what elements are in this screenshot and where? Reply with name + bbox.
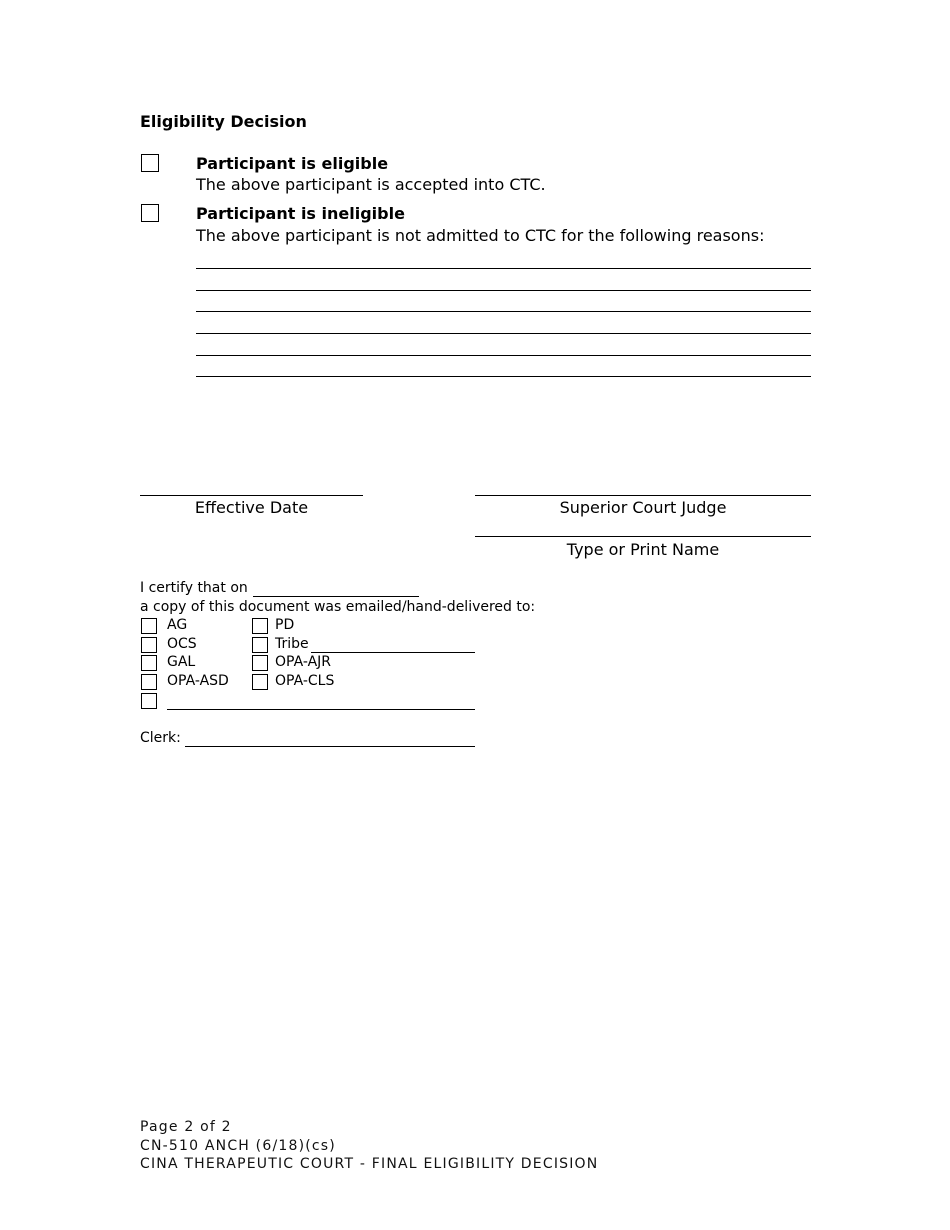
ineligible-description: The above participant is not admitted to CTC for the following reasons: (196, 226, 765, 245)
effective-date-line[interactable] (140, 495, 363, 496)
clerk-label: Clerk: (140, 730, 181, 746)
recipient-opa-ajr-checkbox[interactable] (252, 655, 268, 671)
reason-line[interactable] (196, 355, 811, 356)
certify-prefix: I certify that on (140, 580, 248, 596)
recipient-tribe-checkbox[interactable] (252, 637, 268, 653)
recipient-other-checkbox[interactable] (141, 693, 157, 709)
ineligible-title: Participant is ineligible (196, 204, 405, 223)
print-name-label: Type or Print Name (566, 540, 720, 559)
recipient-opa-asd-label: OPA-ASD (167, 673, 229, 689)
certify-date-line[interactable] (253, 596, 419, 597)
recipient-ocs-label: OCS (167, 636, 197, 652)
reason-line[interactable] (196, 333, 811, 334)
reason-line[interactable] (196, 290, 811, 291)
eligible-checkbox[interactable] (141, 154, 159, 172)
section-title: Eligibility Decision (140, 112, 307, 131)
recipient-ocs-checkbox[interactable] (141, 637, 157, 653)
recipient-tribe-label: Tribe (275, 636, 309, 652)
recipient-pd-label: PD (275, 617, 295, 633)
judge-signature-line[interactable] (475, 495, 811, 496)
tribe-name-line[interactable] (311, 652, 475, 653)
recipient-gal-checkbox[interactable] (141, 655, 157, 671)
recipient-ag-label: AG (167, 617, 188, 633)
recipient-opa-cls-label: OPA-CLS (275, 673, 335, 689)
footer-form-title: CINA THERAPEUTIC COURT - FINAL ELIGIBILITY DECISION (140, 1156, 599, 1172)
certify-line2: a copy of this document was emailed/hand-delivered to: (140, 599, 536, 615)
recipient-pd-checkbox[interactable] (252, 618, 268, 634)
recipient-opa-cls-checkbox[interactable] (252, 674, 268, 690)
clerk-signature-line[interactable] (185, 746, 475, 747)
print-name-line[interactable] (475, 536, 811, 537)
footer-form-id: CN-510 ANCH (6/18)(cs) (140, 1138, 336, 1154)
recipient-other-line[interactable] (167, 709, 475, 710)
effective-date-label: Effective Date (194, 498, 309, 517)
footer-page-number: Page 2 of 2 (140, 1119, 232, 1135)
eligible-description: The above participant is accepted into CTC. (196, 175, 546, 194)
ineligible-checkbox[interactable] (141, 204, 159, 222)
reason-line[interactable] (196, 311, 811, 312)
recipient-gal-label: GAL (167, 654, 196, 670)
reason-line[interactable] (196, 268, 811, 269)
recipient-ag-checkbox[interactable] (141, 618, 157, 634)
eligible-title: Participant is eligible (196, 154, 389, 173)
reason-line[interactable] (196, 376, 811, 377)
recipient-opa-ajr-label: OPA-AJR (275, 654, 332, 670)
judge-label: Superior Court Judge (559, 498, 727, 517)
recipient-opa-asd-checkbox[interactable] (141, 674, 157, 690)
